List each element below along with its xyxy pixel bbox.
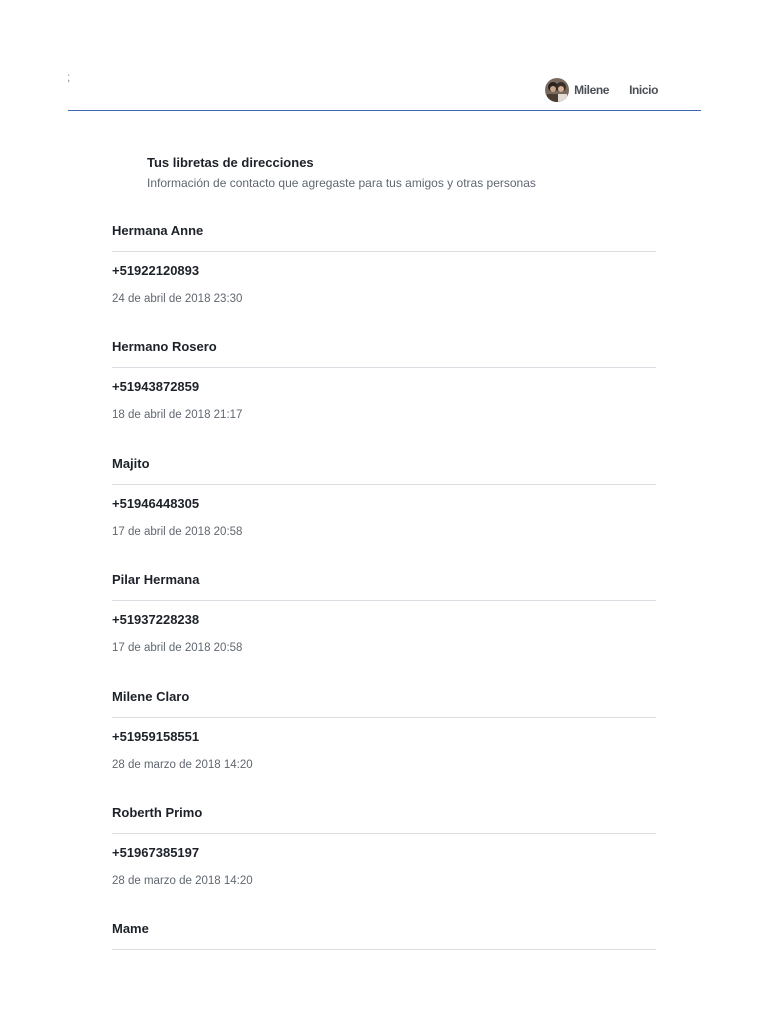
contact-phone: +51946448305 xyxy=(112,495,200,511)
section-header xyxy=(147,154,536,191)
top-nav xyxy=(545,76,658,104)
home-link[interactable]: Inicio xyxy=(629,83,658,97)
contact-date: 18 de abril de 2018 21:17 xyxy=(112,409,243,422)
contact-item xyxy=(112,916,656,1024)
divider xyxy=(112,717,656,718)
contact-item xyxy=(112,334,656,450)
contact-date: 28 de marzo de 2018 14:20 xyxy=(112,874,253,887)
contact-item xyxy=(112,800,656,916)
contact-name: Hermano Rosero xyxy=(112,339,217,355)
profile-name[interactable]: Milene xyxy=(574,83,610,97)
contact-item xyxy=(112,684,656,800)
contact-phone: +51967385197 xyxy=(112,844,200,860)
contact-list xyxy=(112,218,656,1024)
contact-date: 24 de abril de 2018 23:30 xyxy=(112,293,243,305)
contact-date: 28 de marzo de 2018 14:20 xyxy=(112,758,253,771)
stray-mark: ; xyxy=(67,70,71,84)
divider xyxy=(112,949,656,950)
contact-phone: +51959158551 xyxy=(112,728,200,744)
contact-date: 17 de abril de 2018 20:58 xyxy=(112,642,243,655)
divider xyxy=(112,367,656,368)
divider xyxy=(112,833,656,834)
contact-phone: +51943872859 xyxy=(112,379,200,395)
divider xyxy=(112,251,656,252)
contact-name: Milene Claro xyxy=(112,688,190,704)
contact-phone: +51922120893 xyxy=(112,263,200,278)
contact-name: Mame xyxy=(112,921,149,937)
divider xyxy=(112,484,656,485)
user-avatar-icon[interactable] xyxy=(545,78,569,102)
contact-item xyxy=(112,218,656,334)
contact-phone: +51937228238 xyxy=(112,612,200,628)
page-subtitle: Información de contacto que agregaste para tus amigos y otras personas xyxy=(147,176,536,190)
contact-date: 17 de abril de 2018 20:58 xyxy=(112,525,243,538)
contact-item xyxy=(112,451,656,567)
divider xyxy=(112,600,656,601)
top-bar xyxy=(68,70,701,111)
contact-name: Majito xyxy=(112,455,150,471)
contact-name: Roberth Primo xyxy=(112,804,203,820)
contact-name: Hermana Anne xyxy=(112,223,204,238)
profile-link[interactable] xyxy=(545,78,609,102)
contact-item xyxy=(112,567,656,683)
page-title: Tus libretas de direcciones xyxy=(147,155,314,170)
contact-name: Pilar Hermana xyxy=(112,572,200,588)
